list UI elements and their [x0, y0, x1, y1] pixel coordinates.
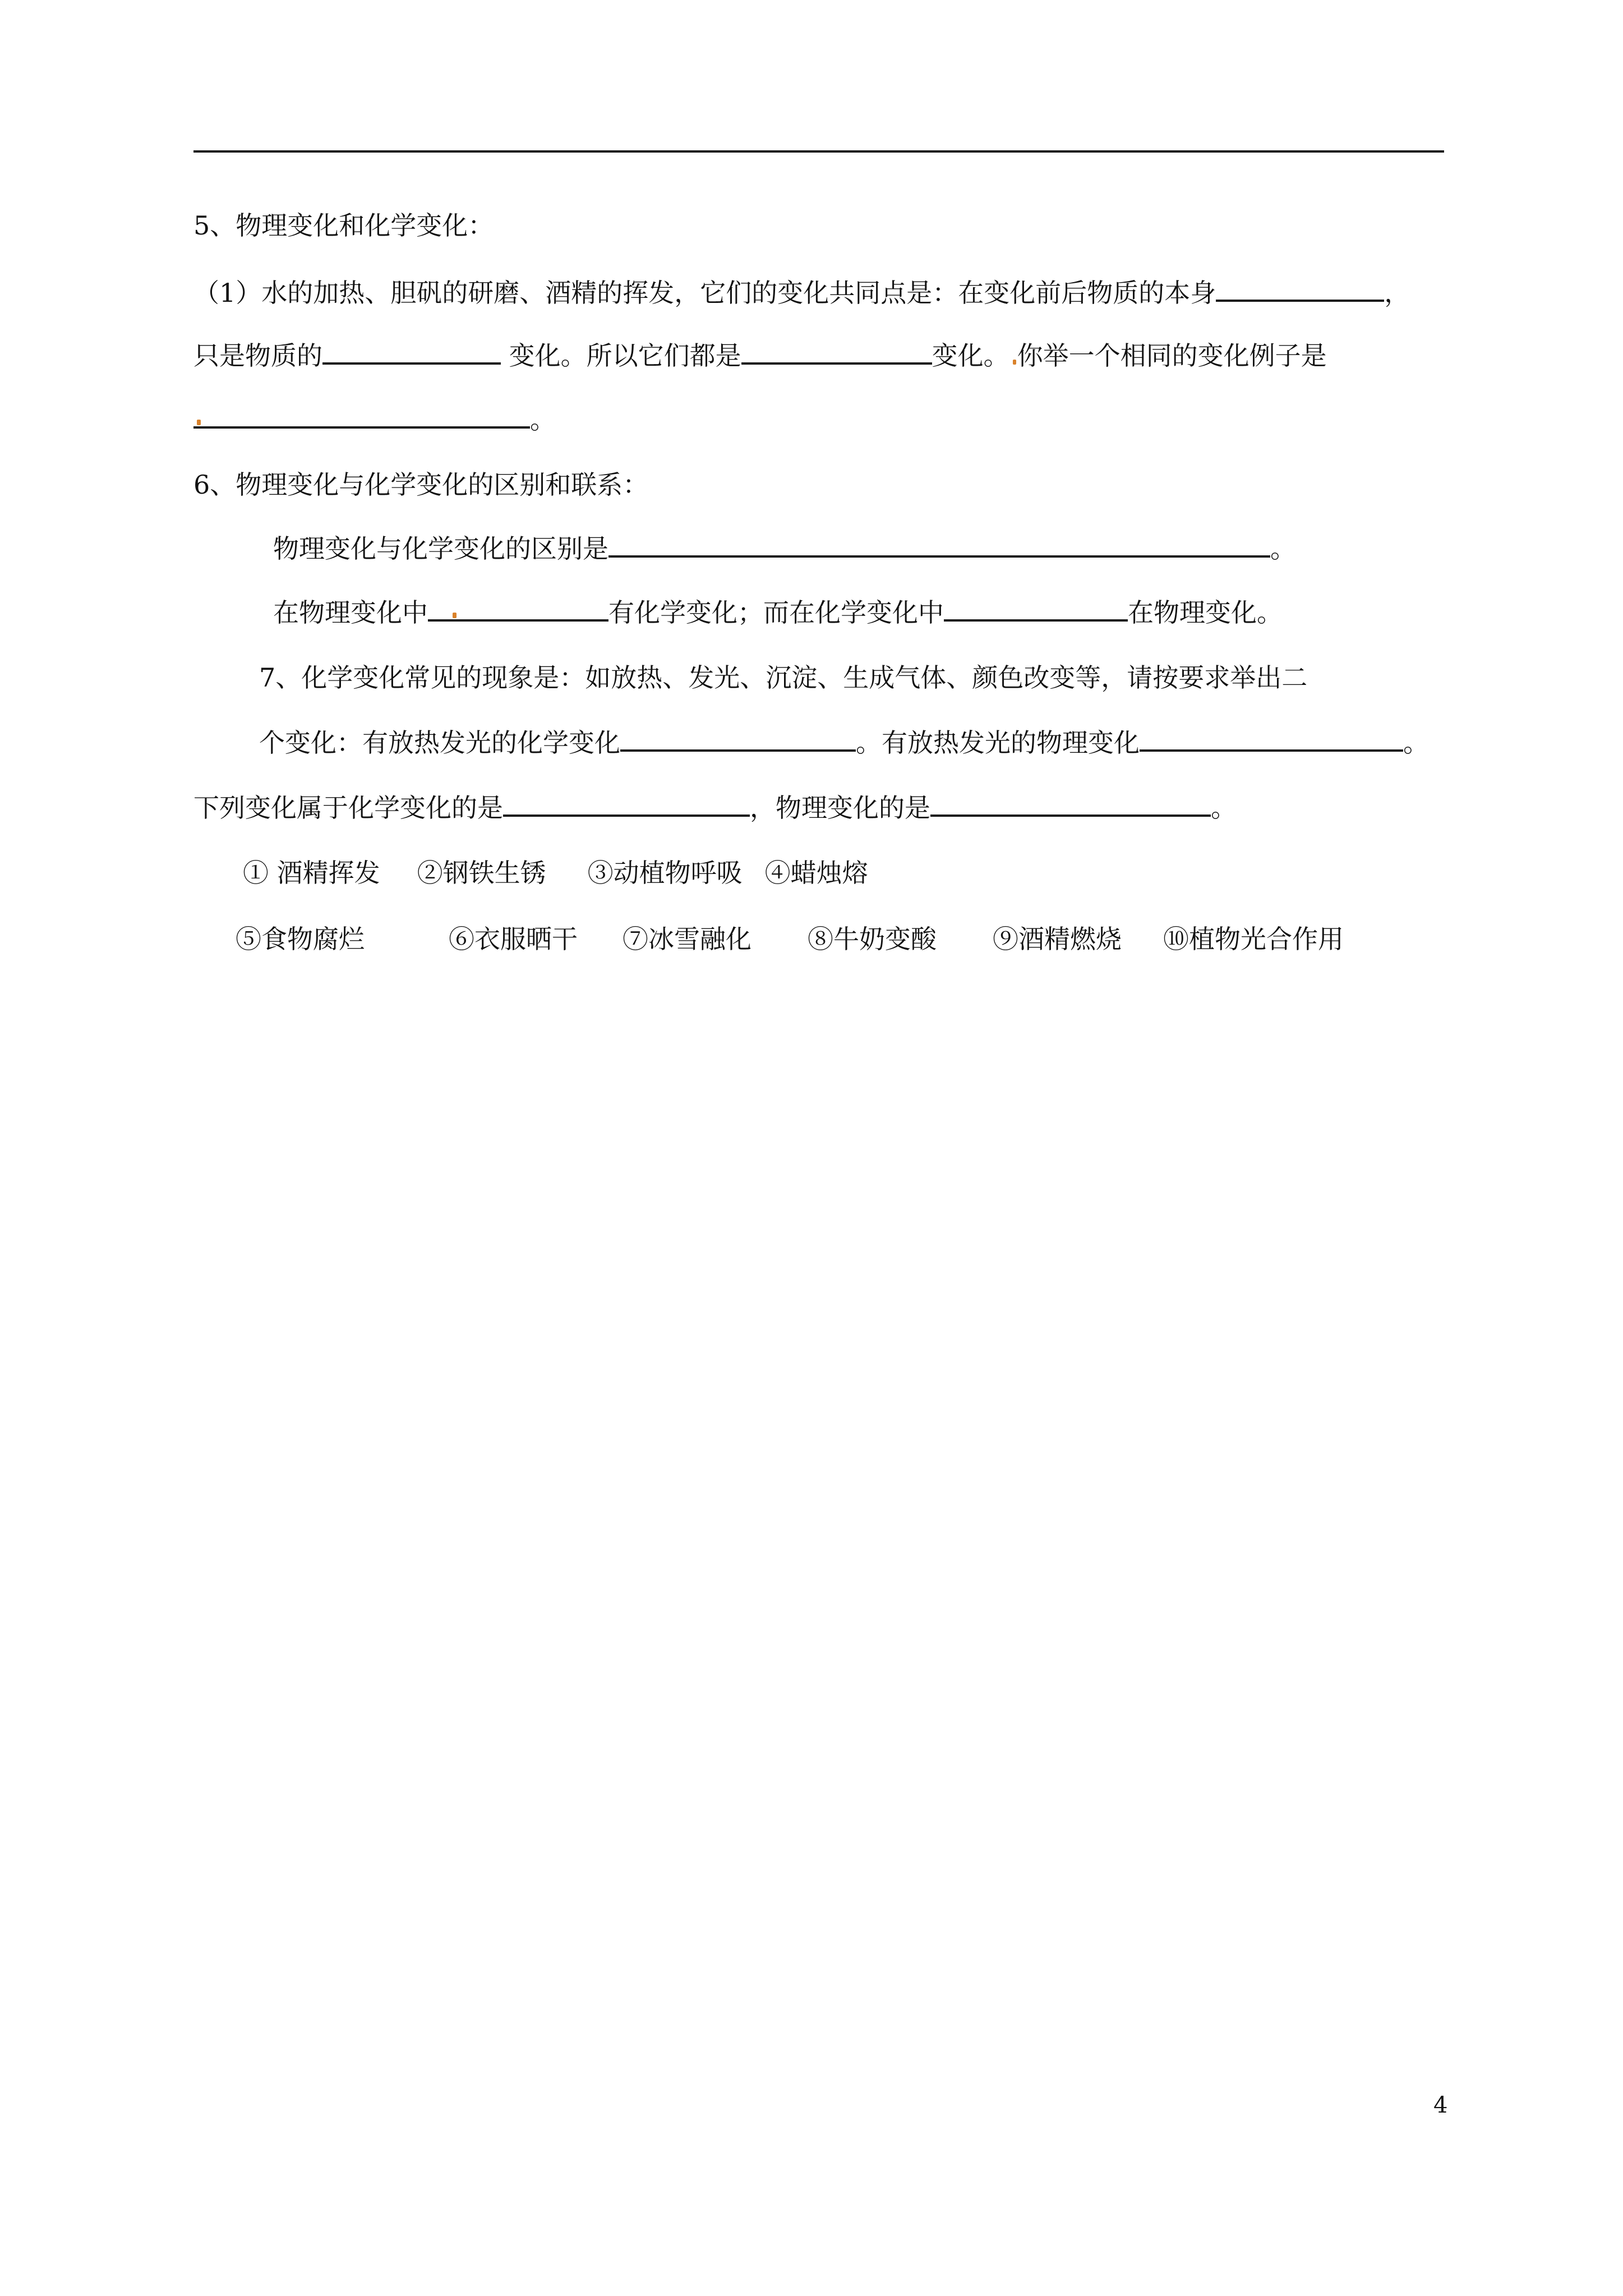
option-item: ⑤食物腐烂: [236, 924, 365, 954]
header-rule: [193, 150, 1444, 153]
option-item: ⑥衣服晒干: [449, 924, 578, 954]
q5-line-1-text: （1）水的加热、胆矾的研磨、酒精的挥发，它们的变化共同点是：在变化前后物质的本身: [193, 278, 1216, 308]
q5-line-2-text-d: 你举一个相同的变化例子是: [1017, 341, 1327, 371]
q5-line-3: [193, 403, 556, 436]
q6-line-2-text-a: 在物理变化中: [273, 597, 428, 628]
q5-blank-1[interactable]: [1216, 277, 1384, 302]
q5-line-1: [193, 276, 1410, 310]
q6-line-1-end: 。: [1270, 533, 1296, 564]
q6-title: 6、物理变化与化学变化的区别和联系：: [193, 470, 649, 500]
option-item: ②钢铁生锈: [417, 858, 546, 888]
q7-options-row-1: [243, 856, 868, 890]
annotation-mark: [1013, 360, 1016, 365]
q7-line-3-text-c: 。: [1211, 793, 1237, 823]
q7-line-2-text-a: 个变化：有放热发光的化学变化: [259, 728, 620, 758]
q5-line-2: [193, 339, 1327, 372]
q7-blank-3[interactable]: [503, 792, 750, 817]
q7-line-3: [193, 791, 1237, 825]
option-item: ④蜡烛熔: [764, 858, 868, 888]
q5-line-2-text-b: 变化。所以它们都是: [501, 341, 741, 371]
q5-line-1-end: ，: [1384, 278, 1410, 308]
q6-blank-2[interactable]: [428, 597, 608, 622]
q6-line-2: [273, 596, 1283, 629]
q7-blank-2[interactable]: [1140, 727, 1403, 752]
option-item: ① 酒精挥发: [243, 858, 380, 888]
page-number: 4: [1433, 2092, 1448, 2118]
option-item: ③动植物呼吸: [587, 858, 743, 888]
option-item: ⑩植物光合作用: [1163, 924, 1344, 954]
q7-line-1: 7、化学变化常见的现象是：如放热、发光、沉淀、生成气体、颜色改变等，请按要求举出二: [259, 662, 1308, 693]
q6-line-1-text: 物理变化与化学变化的区别是: [273, 533, 608, 564]
q5-blank-2[interactable]: [322, 340, 501, 365]
q5-line-2-text-c: 变化。: [932, 341, 1009, 371]
option-item: ⑧牛奶变酸: [808, 924, 937, 954]
q7-line-2: [259, 726, 1429, 760]
option-item: ⑨酒精燃烧: [993, 924, 1122, 954]
q7-line-3-text-b: ，物理变化的是: [750, 793, 930, 823]
q7-line-2-text-b: 。有放热发光的物理变化: [856, 728, 1140, 758]
annotation-mark: [453, 613, 457, 618]
q5-blank-4[interactable]: [193, 404, 530, 429]
q5-line-2-text-a: 只是物质的: [193, 341, 322, 371]
q6-blank-1[interactable]: [608, 533, 1270, 558]
q5-blank-3[interactable]: [741, 340, 932, 365]
q5-title: 5、物理变化和化学变化：: [193, 210, 494, 241]
q6-line-2-text-c: 在物理变化。: [1128, 597, 1283, 628]
q6-line-2-text-b: 有化学变化；而在化学变化中: [608, 597, 944, 628]
q6-line-1: [273, 532, 1296, 565]
q7-line-2-text-c: 。: [1403, 728, 1429, 758]
q7-blank-1[interactable]: [620, 727, 856, 752]
q7-line-3-text-a: 下列变化属于化学变化的是: [193, 793, 503, 823]
q7-blank-4[interactable]: [930, 792, 1211, 817]
q6-blank-3[interactable]: [944, 597, 1128, 622]
option-item: ⑦冰雪融化: [623, 924, 751, 954]
annotation-mark: [197, 420, 201, 425]
q5-line-3-end: 。: [530, 404, 556, 435]
q7-options-row-2: [236, 922, 1344, 956]
